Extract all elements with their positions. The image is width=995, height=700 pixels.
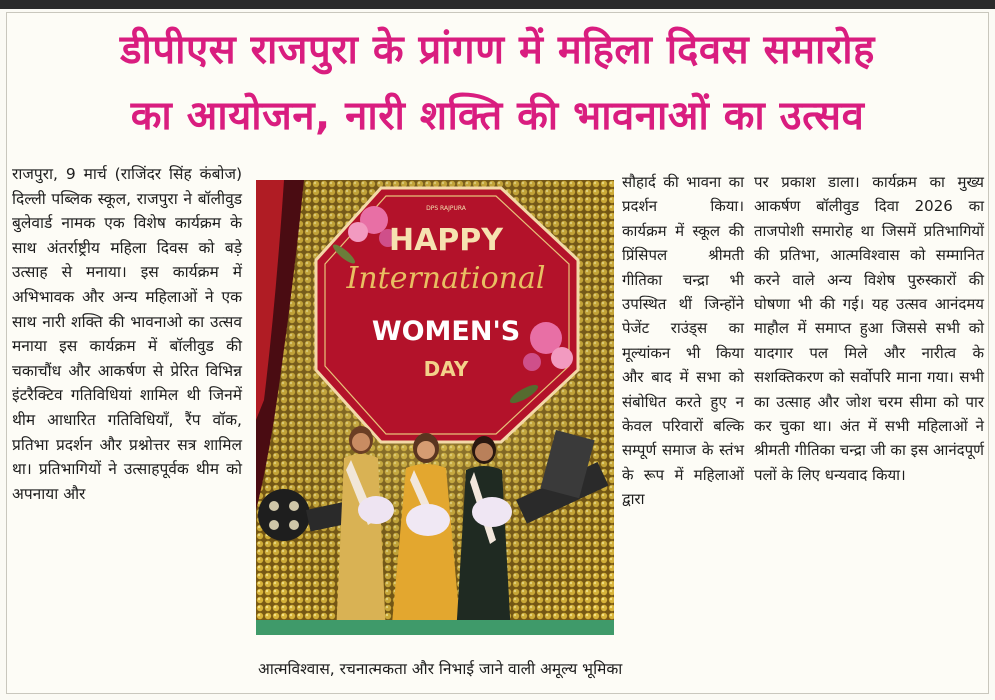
photo-illustration xyxy=(256,180,614,635)
article-column-1 xyxy=(12,162,242,506)
column-3-text: पर प्रकाश डाला। कार्यक्रम का मुख्य आकर्षण बॉलीवुड दिवा 2026 का ताजपोशी समारोह था जिसमें प्रतिभागियों की प्रतिभा, आत्मविश्वास को सम्मानित करने वाले अन्य विशेष पुरुस्कारों की घोषणा भी की गई। यह उत्सव आनंदमय माहौल में समाप्त हुआ जिससे सभी को यादगार पल मिले और नारीत्व के सशक्तिकरण को सर्वोपरि माना गया। सभी का उत्साह और जोश चरम सीमा को पार कर चुका था। अंत में सभी महिलाओं ने श्रीमती गीतिका चन्द्रा जी का इस आनंदपूर्ण पलों के लिए धन्यवाद किया। xyxy=(754,173,984,484)
banner-happy: HAPPY xyxy=(388,223,504,258)
column-1-text: राजपुरा, 9 मार्च (राजिंदर सिंह कंबोज) दिल्ली पब्लिक स्कूल, राजपुरा ने बॉलीवुड बुलेवार्ड नामक एक विशेष कार्यक्रम के साथ अंतर्राष्ट्रीय महिला दिवस को बड़े उत्साह से मनाया। इस कार्यक्रम में अभिभावक और अन्य महिलाओं ने एक साथ नारी शक्ति की भावनाओ का उत्सव मनाया इस कार्यक्रम में बॉलीवुड की चकाचौंध और आकर्षण से प्रेरित विभिन्न इंटरैक्टिव गतिविधियां शामिल थी जिनमें थीम आधारित गतिविधियाँ, रैंप वॉक, प्रतिभा प्रदर्शन और प्रश्नोत्तर सत्र शामिल था। प्रतिभागियों ने उत्साहपूर्वक थीम को अपनाया और xyxy=(12,165,242,503)
column-2-text: सौहार्द की भावना का प्रदर्शन किया। कार्यक्रम में स्कूल की प्रिंसिपल श्रीमती गीतिका चन्द्रा भी उपस्थित थीं जिन्होंने पेजेंट राउंड्स का मूल्यांकन भी किया और बाद में सभा को संबोधित करते हुए न केवल परिवारों बल्कि सम्पूर्ण समाज के स्तंभ के रूप में महिलाओं द्वारा xyxy=(622,173,744,509)
headline-line-1: डीपीएस राजपुरा के प्रांगण में महिला दिवस समारोह xyxy=(120,27,875,73)
article-column-3 xyxy=(754,170,984,487)
banner-school-label: DPS RAJPURA xyxy=(426,205,466,212)
banner-womens: WOMEN'S xyxy=(371,316,521,347)
article-bottom-line: आत्मविश्वास, रचनात्मकता और निभाई जाने वाली अमूल्य भूमिका xyxy=(258,660,623,678)
banner-international: International xyxy=(346,261,546,296)
women-on-stage xyxy=(336,426,512,635)
headline-line-2: का आयोजन, नारी शक्ति की भावनाओं का उत्सव xyxy=(130,93,865,139)
banner-day: DAY xyxy=(423,357,469,381)
article-column-2 xyxy=(622,170,744,512)
event-photo xyxy=(256,180,614,635)
top-border xyxy=(0,0,995,9)
